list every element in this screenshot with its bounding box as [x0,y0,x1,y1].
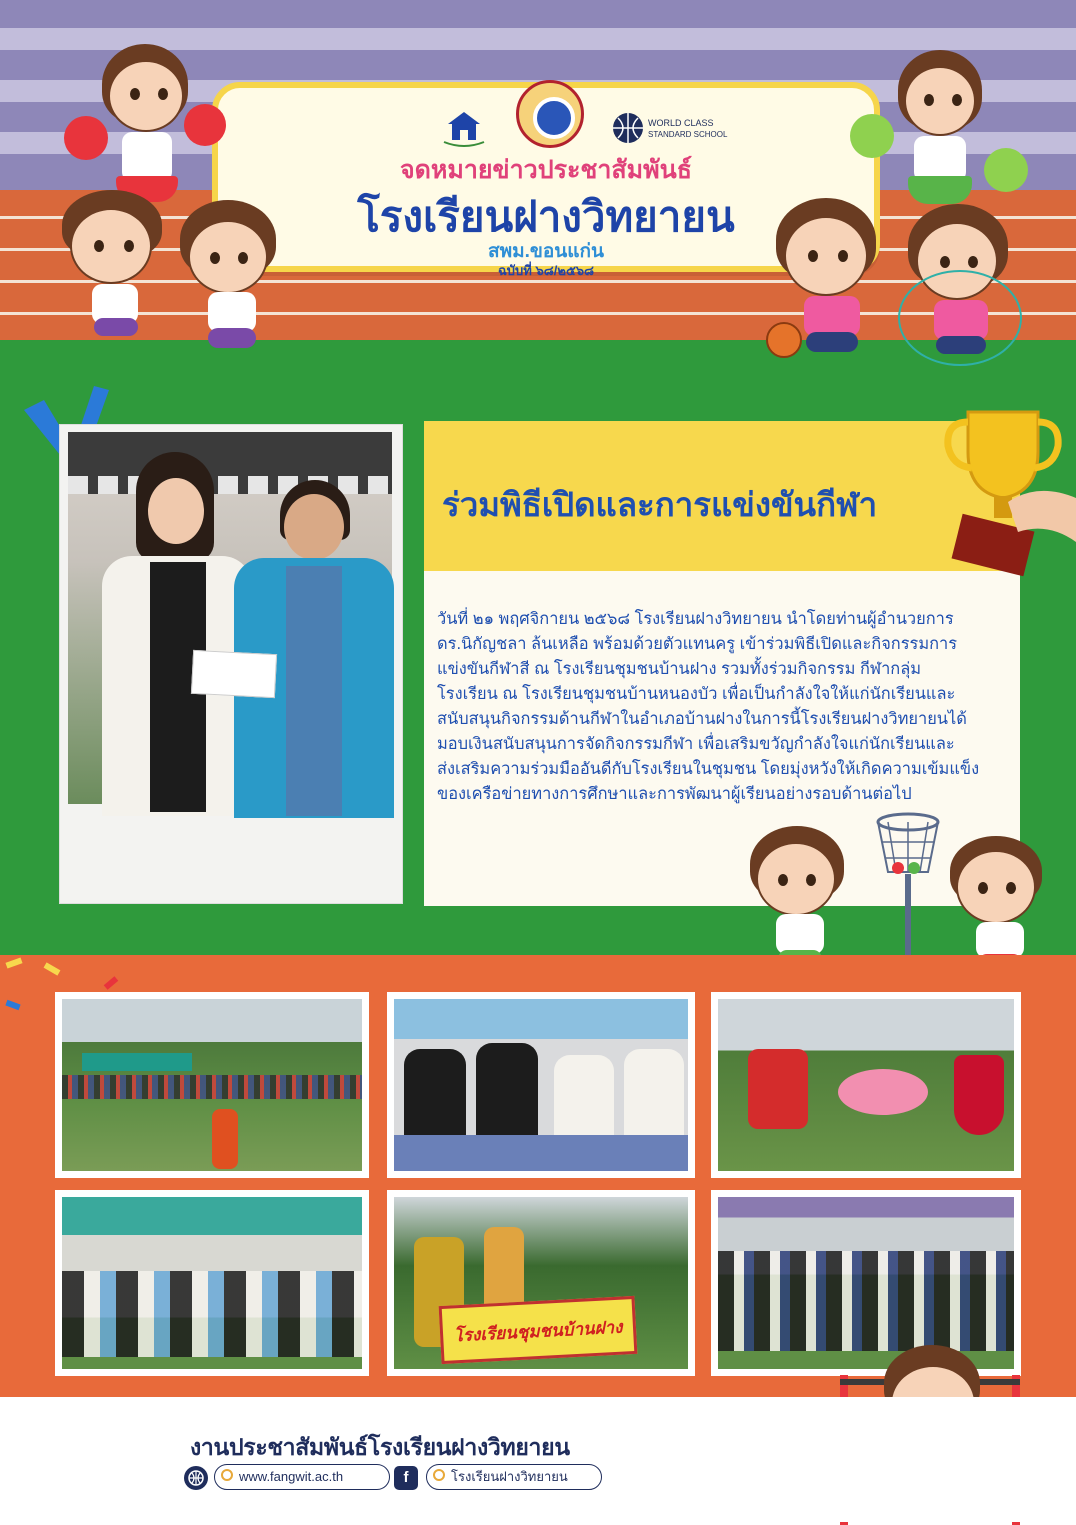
world-class-globe-icon [610,110,728,146]
newsletter-subtitle: จดหมายข่าวประชาสัมพันธ์ [400,156,692,184]
gallery-photo-school-banner [387,1190,695,1376]
gallery-photo-group-staff [55,1190,369,1376]
article-body: วันที่ ๒๑ พฤศจิกายน ๒๕๖๘ โรงเรียนฝางวิทยายน นำโดยท่านผู้อำนวยการ ดร.นิกัญชลา ล้นเหลือ พร้อมด้วยตัวแทนครู เข้าร่วมพิธีเปิดและกิจกรรมการ แข่งขันกีฬาสี ณ โรงเรียนชุมชนบ้านฝาง รวมทั้งร่วมกิจกรรม กีฬากลุ่ม โรงเรียน ณ โรงเรียนชุมชนบ้านหนองบัว เพื่อเป็นกำลังใจให้แก่นักเรียนและ สนับสนุนกิจกรรมด้านกีฬาในอำเภอบ้านฝางในการนี้โรงเรียนฝางวิทยายนได้ มอบเงินสนับสนุนการจัดกิจกรรมกีฬา เพื่อเสริมขวัญกำลังใจแก่นักเรียนและ ส่งเสริมความร่วมมืออันดีกับโรงเรียนในชุมชน โดยมุ่งหวังให้เกิดความเข้มแข็ง ของเครือข่ายทางการศึกษาและการพัฒนาผู้เรียนอย่างรอบด้านต่อไป [437,610,980,803]
school-banner-text: โรงเรียนชุมชนบ้านฝาง [453,1317,623,1346]
school-name-title: โรงเรียนฝางวิทยายน [357,193,735,240]
search-icon [433,1469,445,1481]
gallery-photo-guests-seated [387,992,695,1178]
running-boy-illustration [52,186,172,346]
footer-title: งานประชาสัมพันธ์โรงเรียนฝางวิทยายน [190,1434,570,1460]
facebook-page-name: โรงเรียนฝางวิทยายน [451,1469,568,1484]
running-girl-illustration [168,196,298,356]
website-url: www.fangwit.ac.th [239,1469,344,1484]
facebook-icon: f [394,1466,418,1490]
school-emblem-icon [440,110,488,146]
website-link[interactable] [214,1464,390,1490]
office-name: สพม.ขอนแก่น [487,241,605,262]
gallery-photo-track-race [55,992,369,1178]
facebook-page-link[interactable] [426,1464,602,1490]
issue-number: ฉบับที่ ๖๘/๒๕๖๘ [497,263,595,278]
basketball-girl-illustration [766,192,896,378]
search-icon [221,1469,233,1481]
trophy-icon [938,402,1076,582]
gallery-photo-dance-parade [711,992,1021,1178]
ringtoss-girl-illustration [736,822,860,972]
school-seal-logo [516,80,584,148]
cheerleader-girl-left-illustration [64,40,224,210]
globe-icon [184,1466,208,1490]
article-title: ร่วมพิธีเปิดและการแข่งขันกีฬา [442,486,878,523]
svg-text:WORLD CLASS: WORLD CLASS [648,118,714,128]
confetti-decoration [0,940,140,1010]
main-photo-handover [68,432,392,804]
jumprope-girl-illustration [898,200,1028,380]
svg-text:STANDARD SCHOOL: STANDARD SCHOOL [648,130,728,139]
logo-row [218,90,874,150]
